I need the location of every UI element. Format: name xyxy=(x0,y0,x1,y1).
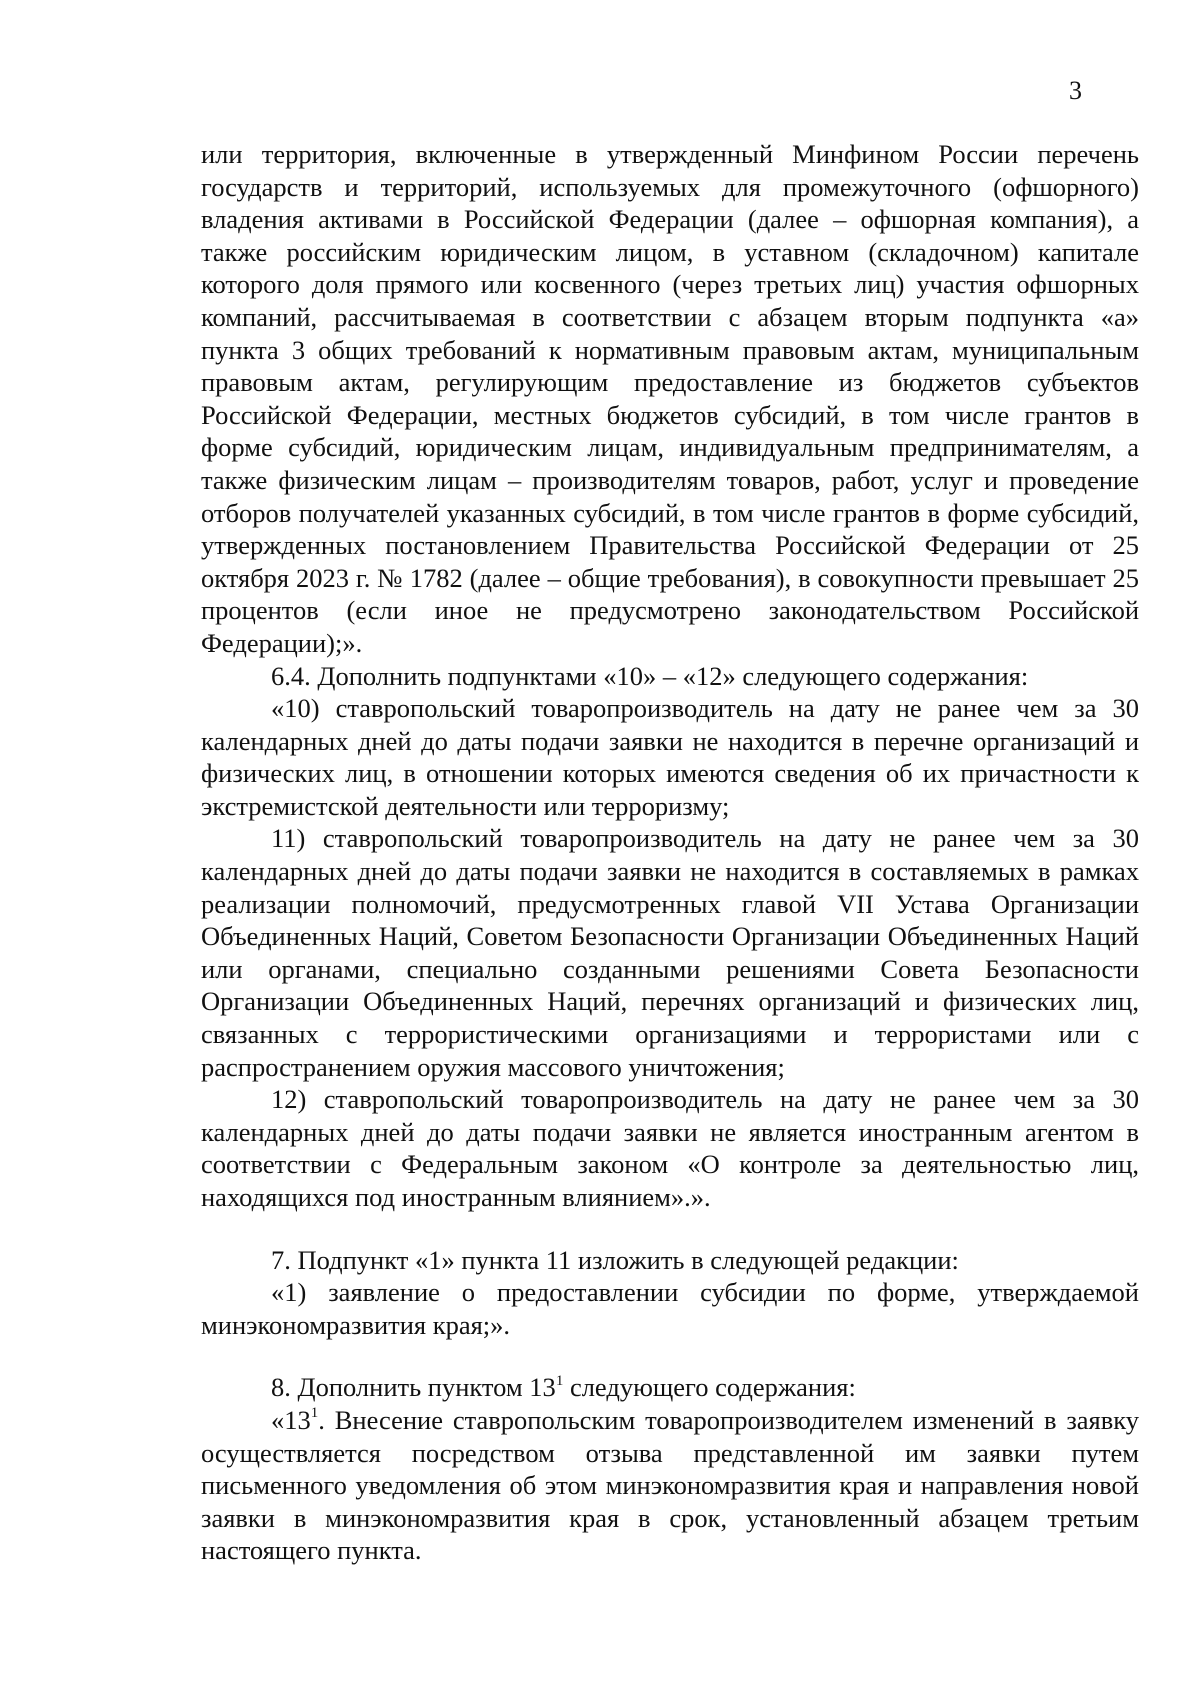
superscript: 1 xyxy=(310,1405,319,1422)
document-body xyxy=(201,138,1139,1567)
paragraph-13-1 xyxy=(201,1404,1139,1567)
superscript: 1 xyxy=(555,1372,564,1389)
paragraph-8-text-start: 8. Дополнить пунктом 13 xyxy=(271,1372,556,1403)
paragraph-13-1-text-start: «13 xyxy=(271,1404,311,1435)
paragraph-offshore: или территория, включенные в утвержденный Минфином России перечень государств и территорий, используемых для промежуточного (офшорного) владения активами в Российской Федерации (далее – офшорная компания), а также российским юридическим лицом, в уставном (складочном) капитале которого доля прямого или косвенного (через третьих лиц) участия офшорных компаний, рассчитываемая в соответствии с абзацем вторым подпункта «а» пункта 3 общих требований к нормативным правовым актам, муниципальным правовым актам, регулирующим предоставление из бюджетов субъектов Российской Федерации, местных бюджетов субсидий, в том числе грантов в форме субсидий, юридическим лицам, индивидуальным предпринимателям, а также физическим лицам – производителям товаров, работ, услуг и проведение отборов получателей указанных субсидий, в том числе грантов в форме субсидий, утвержденных постановлением Правительства Российской Федерации от 25 октября 2023 г. № 1782 (далее – общие требования), в совокупности превышает 25 процентов (если иное не предусмотрено законодательством Российской Федерации);». xyxy=(201,139,1139,658)
paragraph-8 xyxy=(201,1371,1139,1404)
paragraph-8-text-end: следующего содержания: xyxy=(563,1372,856,1403)
paragraph-13-1-text-end: . Внесение ставропольским товаропроизводителем изменений в заявку осуществляется посредством отзыва представленной им заявки путем письменного уведомления об этом минэкономразвития края и направления новой заявки в минэкономразвития края в срок, установленный абзацем третьим настоящего пункта. xyxy=(201,1404,1139,1566)
paragraph-6-4: 6.4. Дополнить подпунктами «10» – «12» следующего содержания: xyxy=(271,660,1029,691)
page-number: 3 xyxy=(1069,76,1082,105)
paragraph-subitem-12: 12) ставропольский товаропроизводитель на дату не ранее чем за 30 календарных дней до даты подачи заявки не является иностранным агентом в соответствии с Федеральным законом «О контроле за деятельностью лиц, находящихся под иностранным влиянием».». xyxy=(201,1084,1139,1212)
paragraph-subitem-10: «10) ставропольский товаропроизводитель на дату не ранее чем за 30 календарных дней до даты подачи заявки не находится в перечне организаций и физических лиц, в отношении которых имеются сведения об их причастности к экстремистской деятельности или терроризму; xyxy=(201,693,1139,821)
paragraph-subitem-11: 11) ставропольский товаропроизводитель на дату не ранее чем за 30 календарных дней до даты подачи заявки не находится в составляемых в рамках реализации полномочий, предусмотренных главой VII Устава Организации Объединенных Наций, Советом Безопасности Организации Объединенных Наций или органами, специально созданными решениями Совета Безопасности Организации Объединенных Наций, перечнях организаций и физических лиц, связанных с террористическими организациями и террористами или с распространением оружия массового уничтожения; xyxy=(201,823,1139,1082)
paragraph-subitem-1: «1) заявление о предоставлении субсидии по форме, утверждаемой минэкономразвития края;». xyxy=(201,1277,1139,1340)
paragraph-7: 7. Подпункт «1» пункта 11 изложить в следующей редакции: xyxy=(271,1244,959,1275)
